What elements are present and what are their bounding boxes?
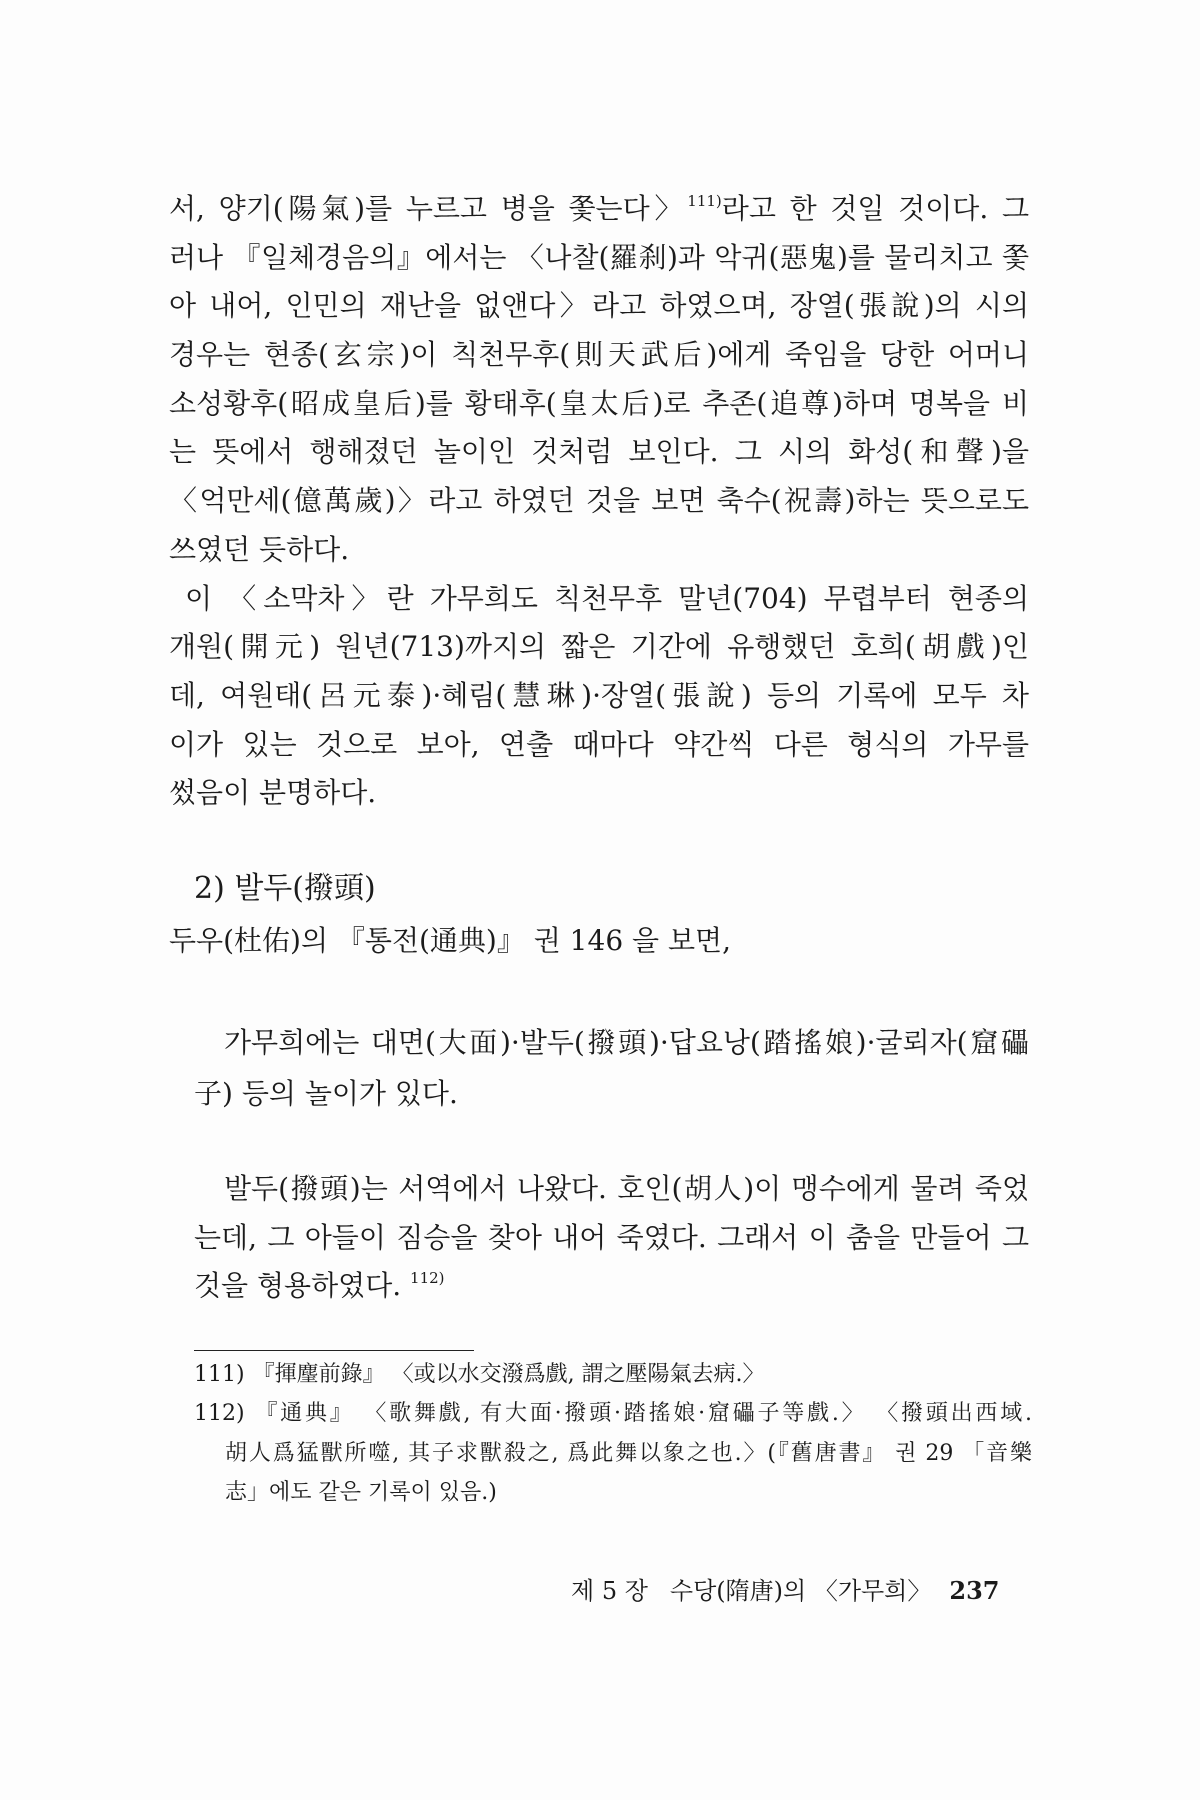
page-number: 237 — [949, 1576, 1000, 1605]
footer-chapter: 제 5 장 — [571, 1577, 648, 1605]
body-line: 러나 『일체경음의』에서는 〈나찰(羅刹)과 악귀(惡鬼)를 물리치고 쫓 — [169, 240, 1029, 274]
body-text — [169, 185, 1029, 818]
footnote-divider — [194, 1350, 474, 1351]
footer-title: 수당(隋唐)의 〈가무희〉 — [669, 1577, 932, 1605]
footnote-number: 111) — [194, 1362, 245, 1387]
section-intro: 두우(杜佑)의 『통전(通典)』 권 146 을 보면, — [169, 924, 731, 957]
footnote-112 — [194, 1394, 1032, 1433]
footnote-text: 『通典』 〈歌舞戲, 有大面·撥頭·踏搖娘·窟礧子等戲.〉 〈撥頭出西域. — [252, 1401, 1032, 1427]
section-heading: 2) 발두(撥頭) — [194, 871, 376, 906]
footnote-112-line: 胡人爲猛獸所噬, 其子求獸殺之, 爲此舞以象之也.〉(『舊唐書』 권 29 「音樂 — [225, 1440, 1032, 1466]
body-line: 〈억만세(億萬歲)〉라고 하였던 것을 보면 축수(祝壽)하는 뜻으로도 — [169, 484, 1029, 518]
body-line — [169, 185, 1029, 234]
quote-line — [194, 1262, 1029, 1311]
footnote-111 — [194, 1355, 1032, 1394]
quote-line-text: 것을 형용하였다. — [194, 1269, 411, 1302]
footnote-number: 112) — [194, 1401, 245, 1427]
body-line-text: 라고 한 것일 것이다. 그 — [721, 192, 1029, 225]
body-line: 는 뜻에서 행해졌던 놀이인 것처럼 보인다. 그 시의 화성(和聲)을 — [169, 435, 1029, 469]
footnote-ref-111: 111) — [687, 192, 722, 210]
body-line: 이 〈소막차〉란 가무희도 칙천무후 말년(704) 무렵부터 현종의 — [185, 581, 1029, 615]
paragraph-2 — [169, 575, 1029, 818]
body-line: 쓰였던 듯하다. — [169, 532, 350, 566]
footnote-text: 『揮麈前錄』 〈或以水交潑爲戲, 謂之壓陽氣去病.〉 — [252, 1362, 765, 1387]
body-line: 데, 여원태(呂元泰)·혜림(慧琳)·장열(張說) 등의 기록에 모두 차 — [169, 678, 1029, 712]
body-line-text: 서, 양기(陽氣)를 누르고 병을 쫓는다〉 — [169, 192, 688, 225]
paragraph-1 — [169, 185, 1029, 575]
body-line: 이가 있는 것으로 보아, 연출 때마다 약간씩 다른 형식의 가무를 — [169, 727, 1029, 761]
quote-line: 가무희에는 대면(大面)·발두(撥頭)·답요낭(踏搖娘)·굴뢰자(窟礧 — [224, 1026, 1029, 1059]
footnote-ref-112: 112) — [410, 1269, 445, 1287]
running-footer — [571, 1571, 999, 1611]
quote-line: 는데, 그 아들이 짐승을 찾아 내어 죽였다. 그래서 이 춤을 만들어 그 — [194, 1220, 1029, 1254]
quote-line: 子) 등의 놀이가 있다. — [194, 1077, 458, 1110]
body-line: 아 내어, 인민의 재난을 없앤다〉라고 하였으며, 장열(張說)의 시의 — [169, 289, 1029, 323]
body-line: 개원(開元) 원년(713)까지의 짧은 기간에 유행했던 호희(胡戲)인 — [169, 630, 1029, 664]
footnote-112-line: 志」에도 같은 기록이 있음.) — [225, 1479, 497, 1505]
block-quote-2 — [194, 1165, 1029, 1311]
footnotes — [194, 1355, 1032, 1512]
body-line: 썼음이 분명하다. — [169, 776, 377, 810]
block-quote-1 — [194, 1017, 1029, 1119]
body-line: 경우는 현종(玄宗)이 칙천무후(則天武后)에게 죽임을 당한 어머니 — [169, 338, 1029, 372]
body-line: 소성황후(昭成皇后)를 황태후(皇太后)로 추존(追尊)하며 명복을 비 — [169, 386, 1029, 420]
quote-line: 발두(撥頭)는 서역에서 나왔다. 호인(胡人)이 맹수에게 물려 죽었 — [224, 1172, 1029, 1205]
